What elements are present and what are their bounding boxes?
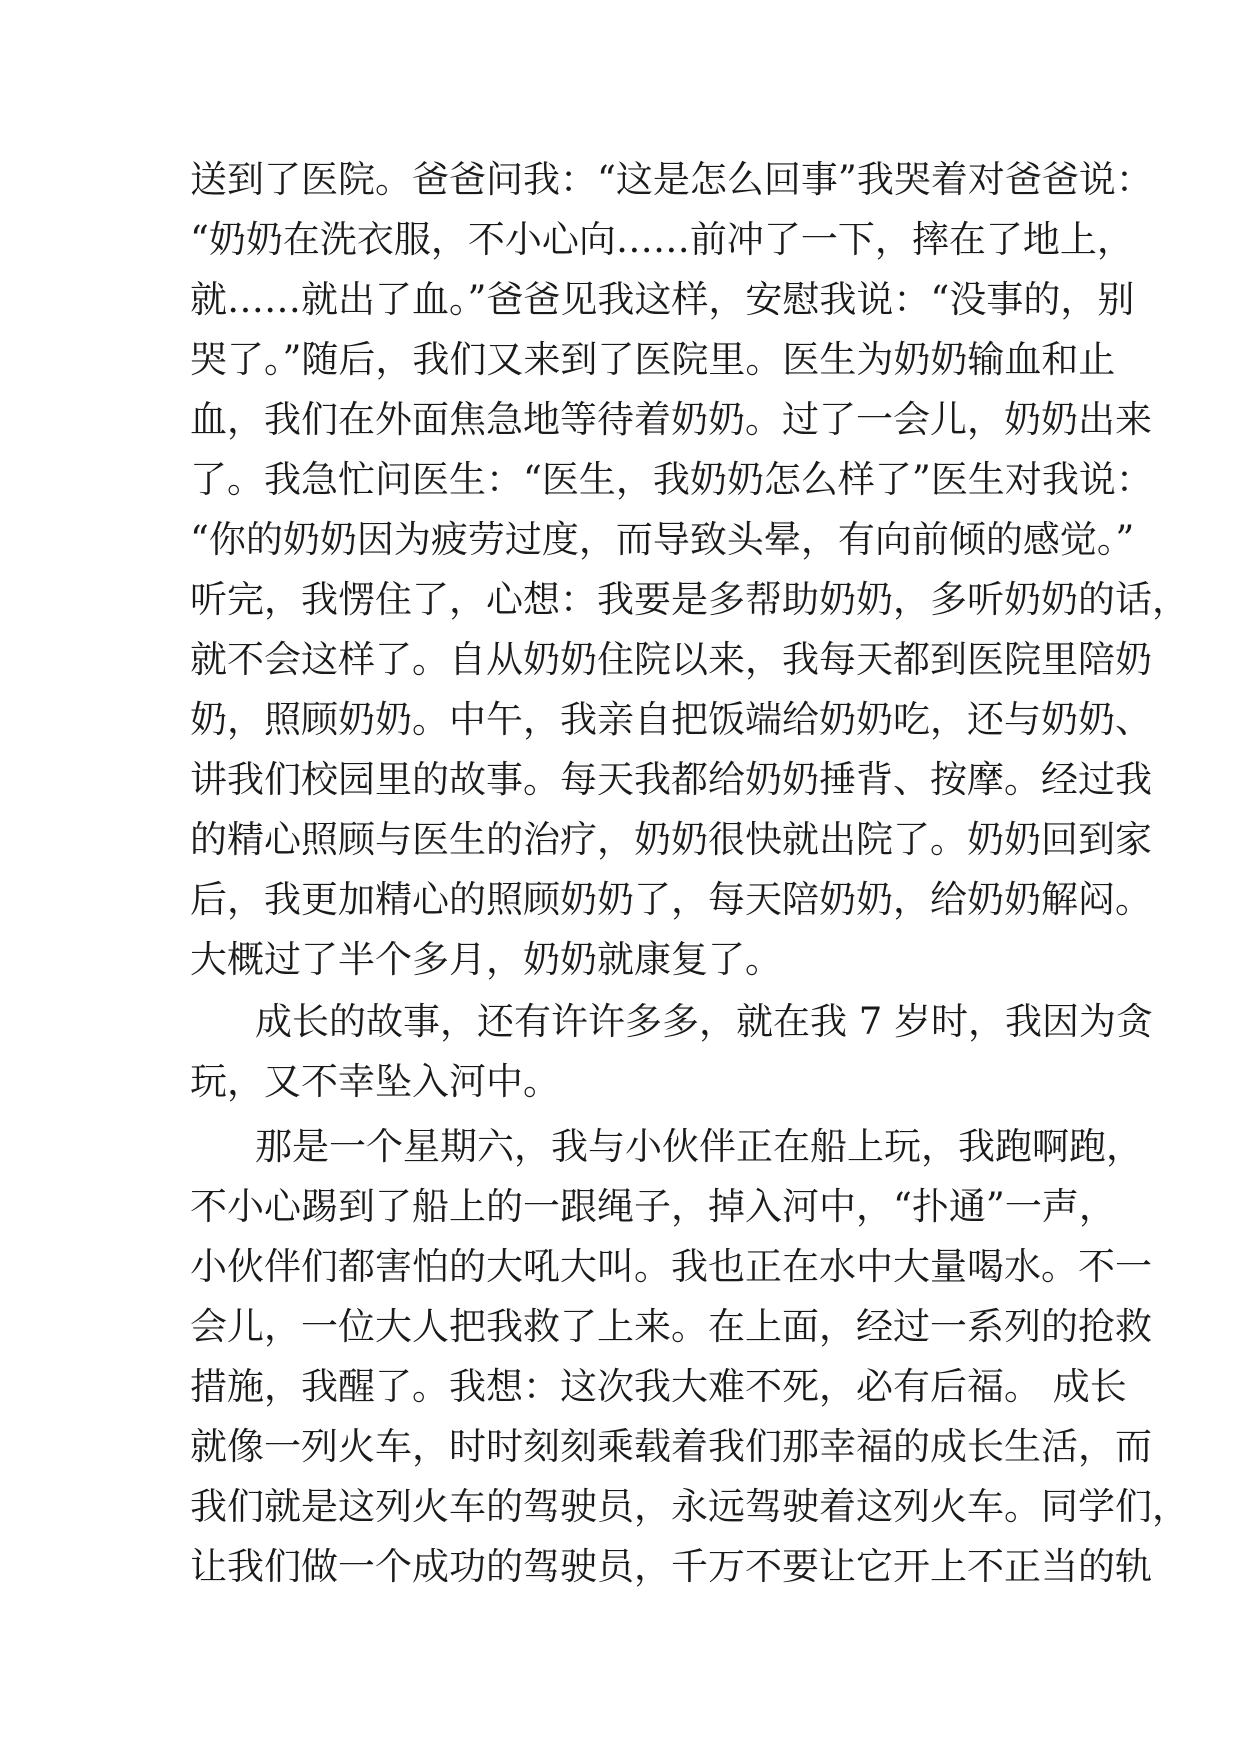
text-line: “奶奶在洗衣服，不小心向……前冲了一下，摔在了地上， — [190, 218, 1134, 261]
text-line: 不小心踢到了船上的一跟绳子，掉入河中，“扑通”一声， — [190, 1185, 1116, 1228]
text-line: 玩，又不幸坠入河中。 — [190, 1060, 560, 1103]
text-line: 措施，我醒了。我想：这次我大难不死，必有后福。 成长 — [190, 1365, 1127, 1408]
text-line: 听完，我愣住了，心想：我要是多帮助奶奶，多听奶奶的话， — [190, 578, 1189, 621]
text-line: 就像一列火车，时时刻刻乘载着我们那幸福的成长生活，而 — [190, 1425, 1152, 1468]
text-line: 讲我们校园里的故事。每天我都给奶奶捶背、按摩。经过我 — [190, 758, 1152, 801]
text-line: 大概过了半个多月，奶奶就康复了。 — [190, 938, 782, 981]
text-line: 让我们做一个成功的驾驶员，千万不要让它开上不正当的轨 — [190, 1545, 1152, 1588]
text-line: 了。我急忙问医生：“医生，我奶奶怎么样了”医生对我说： — [190, 458, 1153, 501]
text-line: 送到了医院。爸爸问我：“这是怎么回事”我哭着对爸爸说： — [190, 158, 1153, 201]
paragraph-first-line: 成长的故事，还有许许多多，就在我 7 岁时，我因为贪 — [255, 1000, 1154, 1043]
text-line: 的精心照顾与医生的治疗，奶奶很快就出院了。奶奶回到家 — [190, 818, 1152, 861]
text-line: 会儿，一位大人把我救了上来。在上面，经过一系列的抢救 — [190, 1305, 1152, 1348]
text-line: 我们就是这列火车的驾驶员，永远驾驶着这列火车。同学们， — [190, 1485, 1189, 1528]
text-line: 小伙伴们都害怕的大吼大叫。我也正在水中大量喝水。不一 — [190, 1245, 1152, 1288]
text-line: 就不会这样了。自从奶奶住院以来，我每天都到医院里陪奶 — [190, 638, 1152, 681]
text-line: “你的奶奶因为疲劳过度，而导致头晕，有向前倾的感觉。” — [190, 518, 1135, 561]
paragraph-first-line: 那是一个星期六，我与小伙伴正在船上玩，我跑啊跑， — [255, 1125, 1143, 1168]
text-line: 血，我们在外面焦急地等待着奶奶。过了一会儿，奶奶出来 — [190, 398, 1152, 441]
text-line: 奶，照顾奶奶。中午，我亲自把饭端给奶奶吃，还与奶奶、 — [190, 698, 1152, 741]
text-line: 就……就出了血。”爸爸见我这样，安慰我说：“没事的，别 — [190, 278, 1135, 321]
text-line: 哭了。”随后，我们又来到了医院里。医生为奶奶输血和止 — [190, 338, 1116, 381]
text-line: 后，我更加精心的照顾奶奶了，每天陪奶奶，给奶奶解闷。 — [190, 878, 1152, 921]
